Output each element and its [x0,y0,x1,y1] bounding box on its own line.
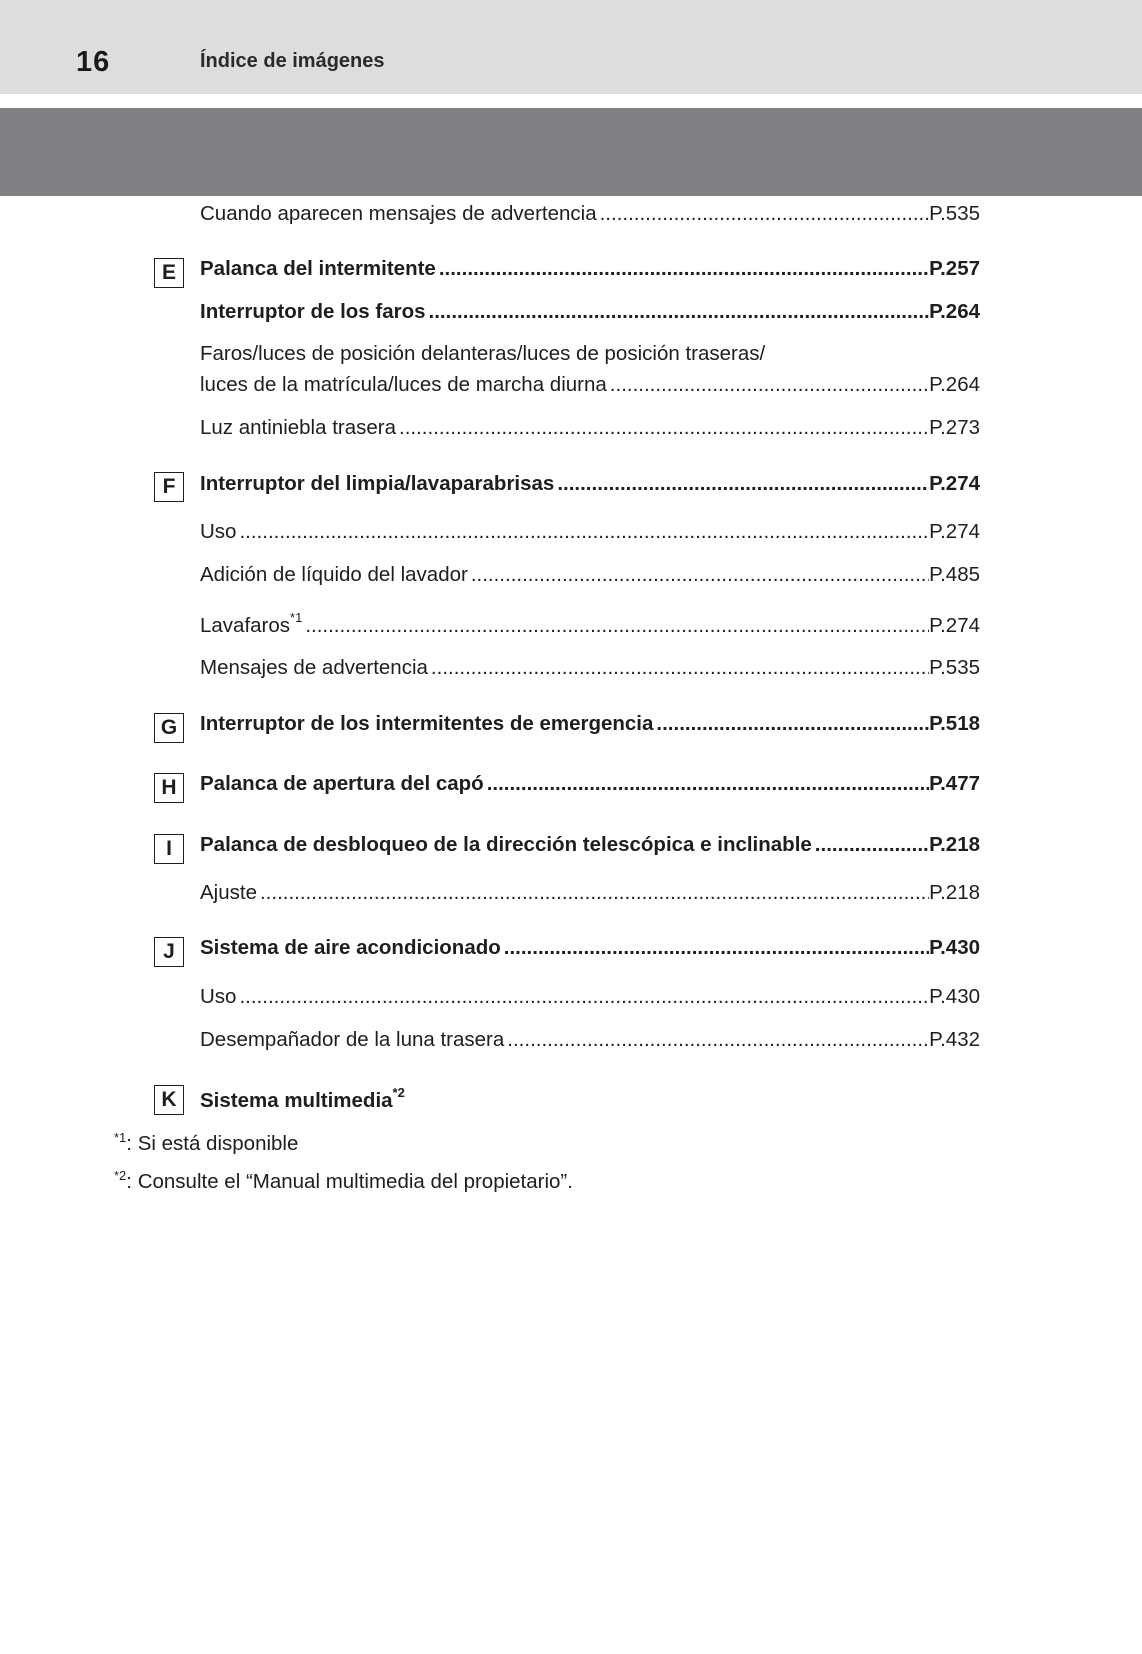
entry-page: P.218 [929,881,980,904]
entry-label: Ajuste [200,881,257,904]
entry-label: Uso [200,520,237,543]
entry-label: Cuando aparecen mensajes de advertencia [200,202,597,225]
callout-letter-j: J [154,937,184,967]
index-entry [200,257,980,287]
entry-label: Sistema de aire acondicionado [200,936,501,959]
leader-dots [439,257,929,281]
index-entry [200,202,980,232]
footnote-ref: *1 [290,610,303,625]
leader-dots [429,300,930,324]
footnote-text: : Consulte el “Manual multimedia del propietario”. [126,1169,573,1193]
entry-label: Sistema multimedia [200,1088,393,1112]
leader-dots [239,985,929,1009]
entry-label: Faros/luces de posición delanteras/luces de posición traseras/ [200,342,766,365]
entry-label: luces de la matrícula/luces de marcha diurna [200,373,607,396]
leader-dots [507,1028,929,1052]
index-entry [200,300,980,330]
index-entry [200,563,980,593]
leader-dots [239,520,929,544]
entry-page: P.274 [929,520,980,543]
entry-page: P.430 [929,985,980,1008]
index-entry [200,520,980,550]
index-entry [200,833,980,863]
entry-page: P.535 [929,656,980,679]
footnote [114,1168,573,1194]
index-entry [200,416,980,446]
index-entry [200,656,980,686]
entry-page: P.430 [929,936,980,959]
footnote [114,1130,298,1156]
entry-page: P.273 [929,416,980,439]
leader-dots [504,936,929,960]
entry-label: Palanca de desbloqueo de la dirección telescópica e inclinable [200,833,812,856]
leader-dots [399,416,929,440]
callout-letter-k: K [154,1085,184,1115]
footnote-text: : Si está disponible [126,1131,299,1155]
entry-page: P.518 [929,712,980,735]
footnote-mark: *2 [114,1168,127,1183]
callout-letter-f: F [154,472,184,502]
index-entry [200,936,980,966]
footnote-mark: *1 [114,1130,127,1145]
entry-label: Uso [200,985,237,1008]
entry-label: Desempañador de la luna trasera [200,1028,505,1051]
entry-label: Lavafaros$^{*1}$ [200,610,303,637]
index-entry [200,1087,405,1113]
index-entry [200,985,980,1015]
entry-page: P.477 [929,772,980,795]
index-entry [200,712,980,742]
entry-page: P.432 [929,1028,980,1051]
header-band [0,0,1142,94]
entry-page: P.264 [929,300,980,323]
entry-page: P.274 [929,472,980,495]
leader-dots [600,202,929,226]
entry-label: Interruptor del limpia/lavaparabrisas [200,472,555,495]
callout-letter-h: H [154,773,184,803]
leader-dots [431,656,929,680]
entry-page: P.257 [929,257,980,280]
page-number: 16 [76,46,111,78]
entry-page: P.264 [929,373,980,396]
leader-dots [610,373,929,397]
leader-dots [260,881,929,905]
leader-dots [487,772,929,796]
entry-label: Luz antiniebla trasera [200,416,397,439]
leader-dots [815,833,929,857]
section-banner [0,108,1142,196]
entry-label: Palanca de apertura del capó [200,772,484,795]
index-entry [200,472,980,502]
index-entry [200,612,980,642]
index-entry [200,373,980,403]
leader-dots [557,472,929,496]
footnote-ref: *2 [392,1085,405,1100]
leader-dots [305,614,929,638]
entry-label: Mensajes de advertencia [200,656,428,679]
entry-page: P.274 [929,613,980,637]
section-title: Índice de imágenes [200,50,385,72]
index-entry [200,881,980,911]
leader-dots [656,712,929,736]
callout-letter-e: E [154,258,184,288]
entry-label: Interruptor de los faros [200,300,426,323]
entry-label: Adición de líquido del lavador [200,563,468,586]
entry-page: P.535 [929,202,980,225]
callout-letter-i: I [154,834,184,864]
entry-label: Palanca del intermitente [200,257,436,280]
entry-page: P.485 [929,563,980,586]
index-entry [200,1028,980,1058]
callout-letter-g: G [154,713,184,743]
entry-label: Interruptor de los intermitentes de emergencia [200,712,654,735]
entry-page: P.218 [929,833,980,856]
index-entry [200,772,980,802]
leader-dots [471,563,929,587]
